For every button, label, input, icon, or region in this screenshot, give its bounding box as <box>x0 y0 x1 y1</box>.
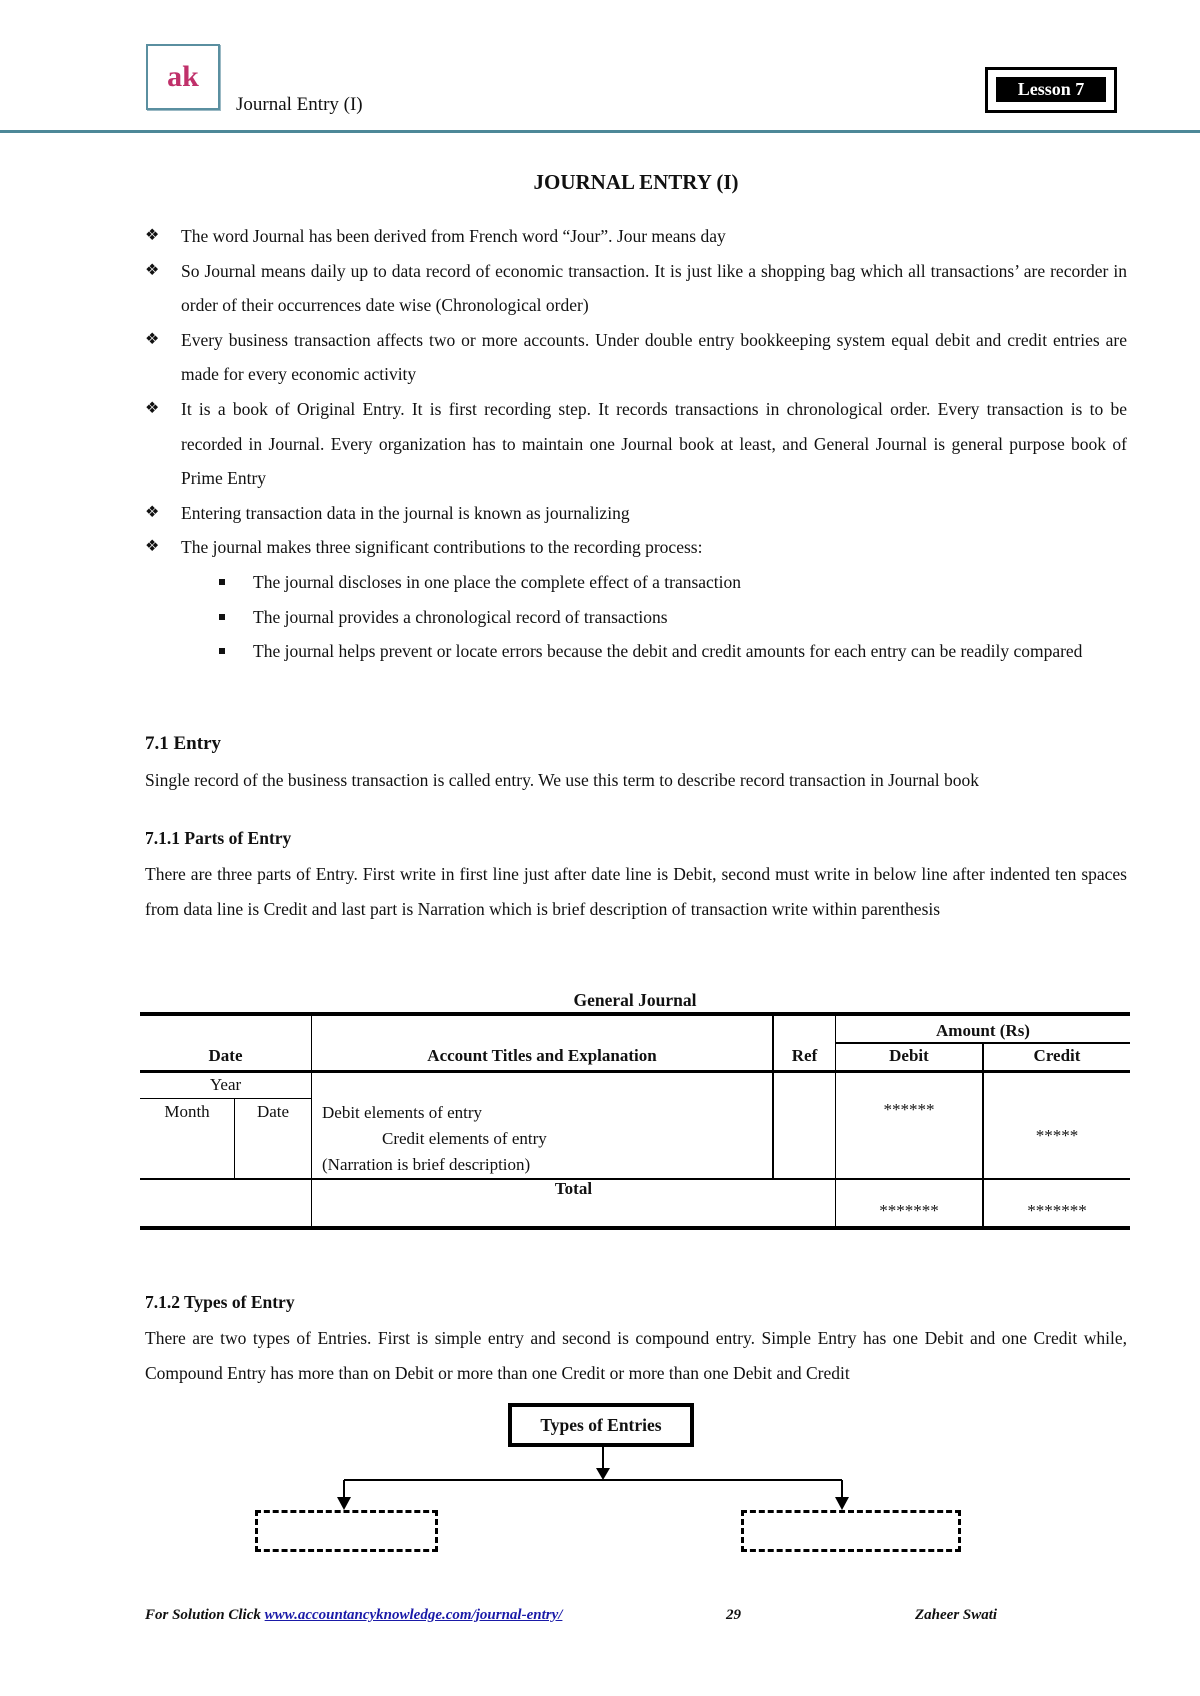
header-divider <box>0 130 1200 133</box>
list-item: ❖ The word Journal has been derived from French word “Jour”. Jour means day <box>145 219 1127 254</box>
footer-author: Zaheer Swati <box>915 1607 998 1623</box>
square-bullet-icon <box>219 648 225 654</box>
footer-solution <box>145 1607 562 1624</box>
general-journal-caption: General Journal <box>573 990 697 1010</box>
section-heading-7-1: 7.1 Entry <box>145 733 221 754</box>
lesson-badge <box>985 67 1117 113</box>
sub-list-item: The journal discloses in one place the complete effect of a transaction <box>145 565 1127 600</box>
list-item: ❖ It is a book of Original Entry. It is first recording step. It records transactions in chronological order. Every transaction is to be recorded in Journal. Every organization has to maintain one Journal book at least, and General Journal is general purpose book of Prime Entry <box>145 392 1127 496</box>
column-header-credit: Credit <box>1033 1046 1081 1065</box>
column-header-debit: Debit <box>889 1046 929 1065</box>
types-of-entries-diagram <box>0 1400 1200 1560</box>
header-title: Journal Entry (I) <box>236 94 363 115</box>
section-heading-7-1-2: 7.1.2 Types of Entry <box>145 1292 295 1312</box>
list-item: ❖ The journal makes three significant contributions to the recording process: <box>145 530 1127 565</box>
footer-prefix: For Solution Click <box>145 1607 261 1623</box>
diamond-bullet-icon: ❖ <box>145 503 160 521</box>
square-bullet-icon <box>219 579 225 585</box>
column-header-ref: Ref <box>791 1046 818 1065</box>
column-header-account: Account Titles and Explanation <box>427 1046 657 1065</box>
tree-connectors <box>0 1400 1200 1560</box>
month-label: Month <box>164 1102 210 1121</box>
tree-leaf-box-left <box>255 1510 438 1552</box>
debit-line-text: Debit elements of entry <box>322 1103 483 1122</box>
total-label: Total <box>554 1179 593 1198</box>
sub-list-item: The journal helps prevent or locate errors because the debit and credit amounts for each entry can be readily compared <box>145 634 1127 669</box>
sub-list-item: The journal provides a chronological record of transactions <box>145 600 1127 635</box>
credit-line-text: Credit elements of entry <box>382 1129 547 1148</box>
page-number: 29 <box>726 1607 741 1623</box>
logo: ak <box>146 44 220 110</box>
intro-bullet-list <box>145 219 1127 669</box>
year-label: Year <box>209 1075 242 1094</box>
square-bullet-icon <box>219 614 225 620</box>
diamond-bullet-icon: ❖ <box>145 227 160 244</box>
diamond-bullet-icon: ❖ <box>145 330 160 348</box>
footer-link[interactable]: www.accountancyknowledge.com/journal-entry/ <box>264 1607 563 1623</box>
section-text-7-1-2: There are two types of Entries. First is simple entry and second is compound entry. Simple Entry has one Debit and one Credit while, Compound Entry has more than on Debit or more than one Credit or more than one Debit and Credit <box>145 1328 1127 1383</box>
narration-text: (Narration is brief description) <box>322 1155 531 1174</box>
diamond-bullet-icon: ❖ <box>145 261 160 279</box>
total-debit: ******* <box>879 1201 939 1220</box>
tree-root-box: Types of Entries <box>508 1403 694 1447</box>
tree-leaf-box-right <box>741 1510 961 1552</box>
section-heading-7-1-1: 7.1.1 Parts of Entry <box>145 828 292 848</box>
lesson-label: Lesson 7 <box>996 77 1106 102</box>
total-credit: ******* <box>1027 1201 1087 1220</box>
column-header-amount: Amount (Rs) <box>936 1021 1030 1040</box>
debit-amount: ****** <box>883 1100 935 1119</box>
list-item: ❖ Every business transaction affects two or more accounts. Under double entry bookkeeping system equal debit and credit entries are made for every economic activity <box>145 323 1127 392</box>
page-title: JOURNAL ENTRY (I) <box>533 170 739 194</box>
day-label: Date <box>256 1102 290 1121</box>
sub-list <box>145 565 1127 669</box>
column-header-date: Date <box>208 1046 243 1065</box>
section-text-7-1-1: There are three parts of Entry. First write in first line just after date line is Debit, second must write in below line after indented ten spaces from data line is Credit and last part is Narration which is brief description of transaction write within parenthesis <box>145 864 1127 919</box>
diamond-bullet-icon: ❖ <box>145 399 160 417</box>
list-item: ❖ Entering transaction data in the journal is known as journalizing <box>145 496 1127 531</box>
general-journal-table <box>140 1012 1130 1230</box>
credit-amount: ***** <box>1035 1126 1079 1145</box>
section-text-7-1: Single record of the business transaction is called entry. We use this term to describe record transaction in Journal book <box>145 770 979 790</box>
diamond-bullet-icon: ❖ <box>145 538 160 556</box>
list-item: ❖ So Journal means daily up to data record of economic transaction. It is just like a shopping bag which all transactions’ are recorder in order of their occurrences date wise (Chronological order) <box>145 254 1127 323</box>
